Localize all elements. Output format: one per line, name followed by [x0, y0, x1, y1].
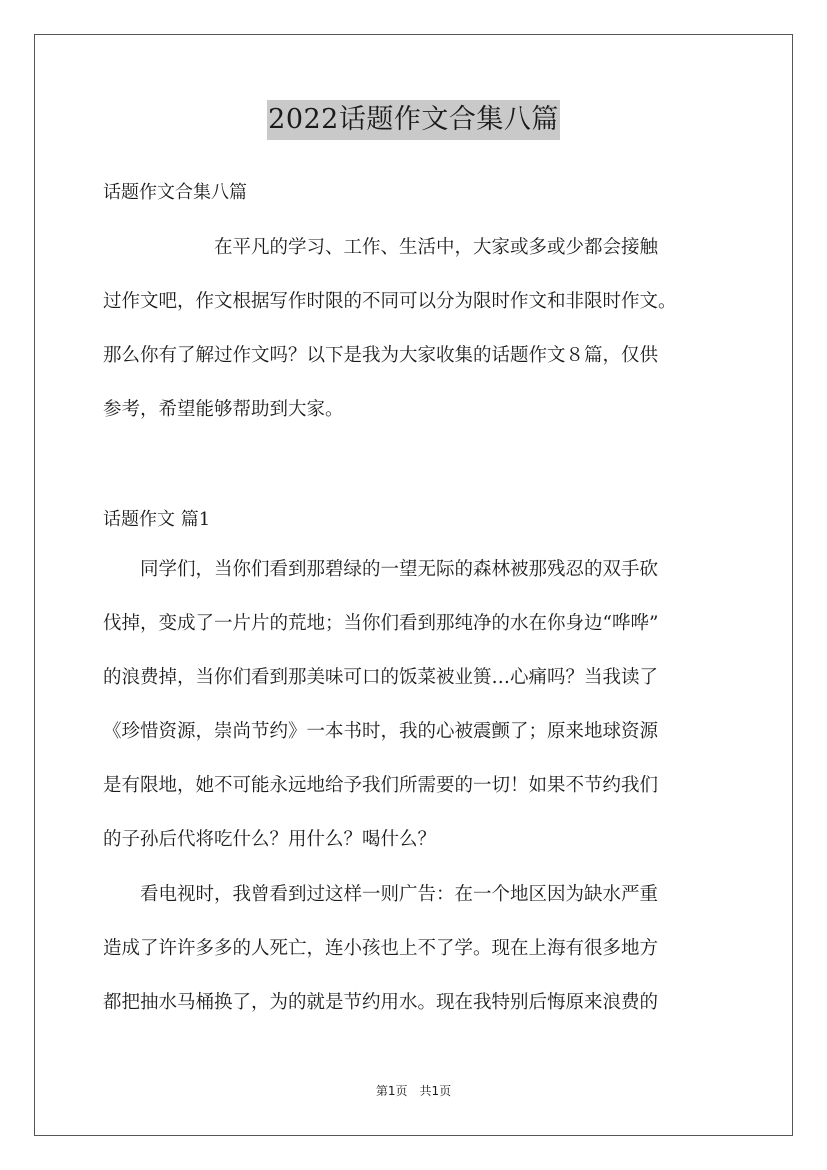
body-line: 同学们，当你们看到那碧绿的一望无际的森林被那残忍的双手砍: [103, 559, 659, 580]
body-line: 伐掉，变成了一片片的荒地；当你们看到那纯净的水在你身边“哗哗”: [103, 613, 659, 634]
body-line: 看电视时，我曾看到过这样一则广告：在一个地区因为缺水严重: [103, 884, 659, 905]
body-line: 的浪费掉，当你们看到那美味可口的饭菜被业篑…心痛吗？当我读了: [103, 667, 659, 688]
section-heading: 话题作文 篇1: [103, 509, 211, 530]
body-paragraph-2: [103, 880, 743, 1042]
page-footer: [0, 1082, 827, 1100]
body-paragraph-1: [103, 555, 743, 879]
intro-line: 在平凡的学习、工作、生活中，大家或多或少都会接触: [103, 237, 659, 258]
document-subtitle: 话题作文合集八篇: [103, 182, 247, 203]
document-title: 2022话题作文合集八篇: [267, 100, 560, 140]
intro-paragraph: [103, 233, 743, 449]
body-line: 都把抽水马桶换了，为的就是节约用水。现在我特别后悔原来浪费的: [103, 992, 659, 1013]
body-line: 是有限地，她不可能永远地给予我们所需要的一切！如果不节约我们: [103, 775, 659, 796]
body-line: 《珍惜资源，崇尚节约》一本书时，我的心被震颤了；原来地球资源: [103, 721, 659, 742]
intro-line: 那么你有了解过作文吗？以下是我为大家收集的话题作文８篇，仅供: [103, 345, 659, 366]
body-line: 的子孙后代将吃什么？用什么？喝什么？: [103, 829, 437, 850]
page-number-label: 第1页 共1页: [375, 1084, 452, 1098]
intro-line: 过作文吧，作文根据写作时限的不同可以分为限时作文和非限时作文。: [103, 291, 677, 312]
intro-line: 参考，希望能够帮助到大家。: [103, 399, 344, 420]
body-line: 造成了许许多多的人死亡，连小孩也上不了学。现在上海有很多地方: [103, 938, 659, 959]
title-container: [0, 100, 827, 140]
